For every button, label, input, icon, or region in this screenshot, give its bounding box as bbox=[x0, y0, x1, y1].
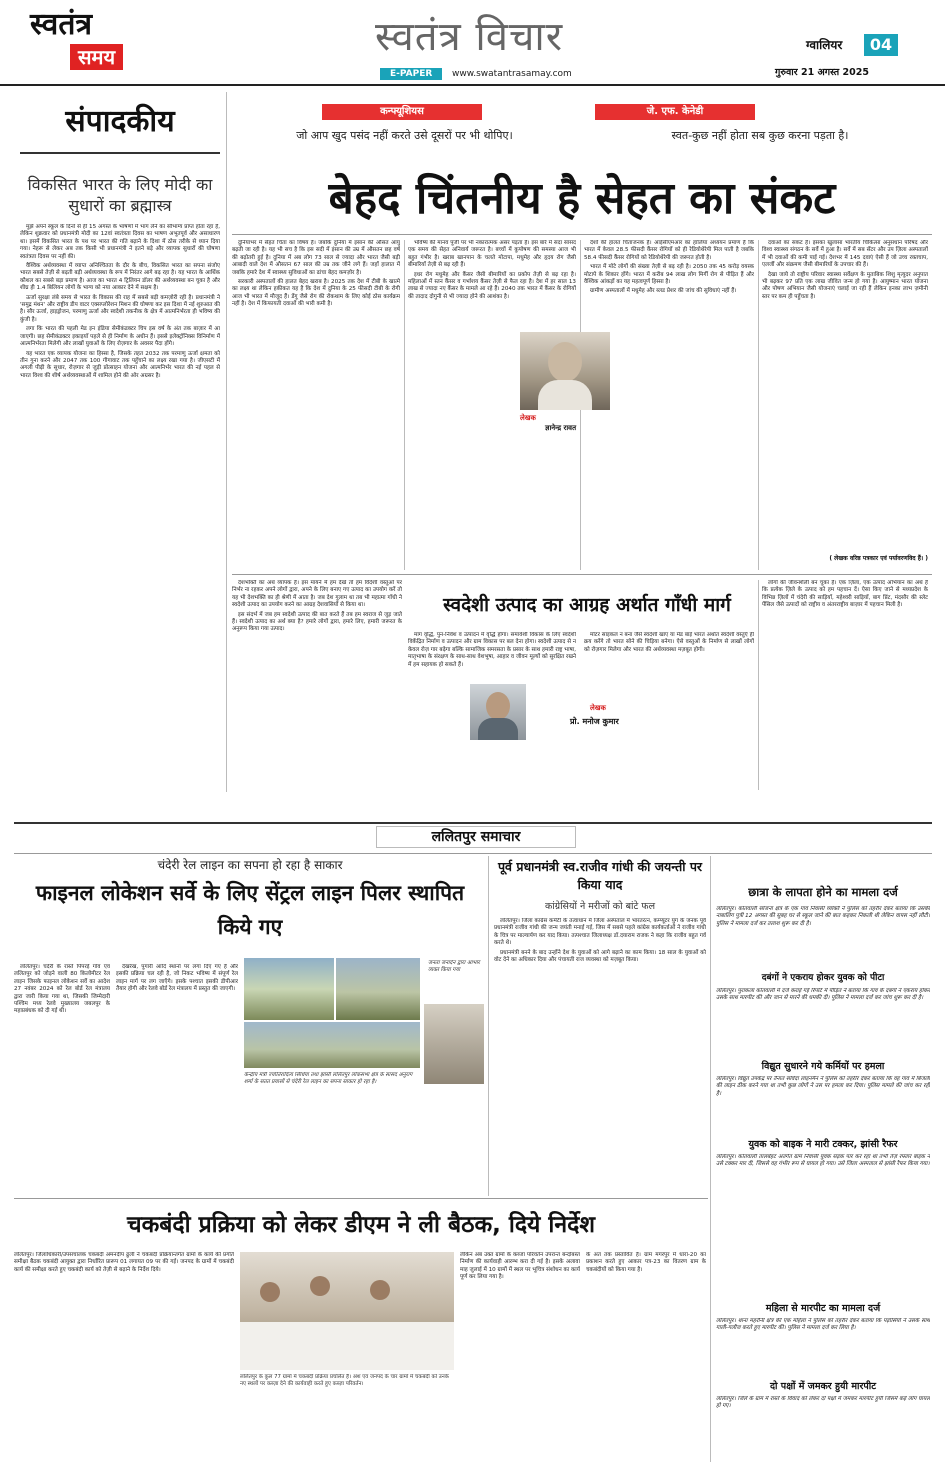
swadeshi-writer-name: प्रो. मनोज कुमार bbox=[570, 717, 619, 726]
editorial-headline: विकसित भारत के लिए मोदी का सुधारों का ब्रह्मास्त्र bbox=[27, 175, 213, 215]
editorial-body bbox=[20, 224, 220, 799]
editorial-column bbox=[20, 92, 220, 794]
main-paragraph: इधर रोग मधुमेह और कैंसर जैसी बीमारियों का प्रकोप तेज़ी से बढ़ रहा है। महिलाओं में स्तन कैंसर व गर्भाशय कैंसर तेज़ी से फैल रहा है। देश में हर साल 13 लाख से ज्यादा नए कैंसर के मामले आ रहे हैं। 2040 तक भारत में कैंसर के रोगियों की तादाद दोगुनी से भी ज्यादा होने की आशंका है। bbox=[408, 271, 576, 300]
writer-label: लेखक bbox=[520, 414, 536, 422]
city-name: ग्वालियर bbox=[806, 38, 843, 52]
main-paragraph: सरकारी अस्पतालों की हालत बेहद खराब है। 2025 तक देश में टीबी के खात्मे का लक्ष्य था लेकिन हकीकत यह है कि देश में दुनिया के 25 फीसदी टीबी के रोगी आज भी भारत में मौजूद हैं। डेंगू जैसे रोग की रोकथाम के लिए कोई ठोस कार्यक्रम नहीं है। देश में किफायती दवाओं की भारी कमी है। bbox=[232, 279, 400, 308]
editorial-paragraph: मुझे अपने स्कूल के दिनों से ही 15 अगस्त के भाषणों में भाग लेने का सौभाग्य प्राप्त होता रहा है, लेकिन शुक्रवार को प्रधानमंत्री मोदी का 12वां स्वतंत्रता दिवस का भाषण अभूतपूर्व और असाधारण था। इसमें विकसित भारत के पथ पर भारत की गति बढ़ाने के दिशा में ठोस तरीके से ध्यान दिया गया। नेहरू से लेकर अब तक किसी भी प्रधानमंत्री ने इतने बड़े और व्यापक सुधारों की घोषणा स्वतंत्रता दिवस पर नहीं की। bbox=[20, 224, 220, 260]
masthead bbox=[0, 0, 945, 80]
rajiv-body bbox=[494, 918, 706, 1194]
chakbandi-headline: चकबंदी प्रक्रिया को लेकर डीएम ने ली बैठक, दिये निर्देश bbox=[127, 1212, 595, 1238]
main-paragraph: ग्रामीण अस्पतालों में मधुमेह और ब्लड प्रेशर की जांच की सुविधाएं नहीं हैं। bbox=[590, 288, 737, 295]
main-paragraph: देखा जाये तो राष्ट्रीय परिवार स्वास्थ्य सर्वेक्षण के मुताबिक शिशु मृत्युदर अनुपात भी बढ़कर 97 प्रति एक लाख जीवित जन्म हो गया है। आयुष्मान भारत योजना और पोषण अभियान जैसी योजनाएं चलाई जा रही हैं लेकिन इनका लाभ ज़मीनी स्तर पर कम ही पहुँचता है। bbox=[762, 271, 928, 300]
epaper-badge: E-PAPER bbox=[380, 68, 442, 80]
rail-person-photo bbox=[424, 1004, 484, 1084]
woman-body: ललितपुर। थाना महरौनी क्षेत्र की एक महिला ने पुलिस को तहरीर देकर बताया कि पड़ोसियों ने उसके साथ गाली-गलौज करते हुए मारपीट की। पुलिस ने मामला दर्ज कर लिया है। bbox=[716, 1318, 930, 1332]
bike-body: ललितपुर। कोतवाली तालबेहट अंतर्गत ग्राम निवासी युवक सड़क पार कर रहा था तभी तेज़ रफ्तार बाइक ने उसे टक्कर मार दी, जिससे वह गंभीर रूप से घायल हो गया। उसे जिला अस्पताल से झांसी रैफर किया गया। bbox=[716, 1154, 930, 1168]
swadeshi-paragraph: देशभक्ति का अर्थ व्यापक है। इस मायने में हम देखें तो हम विदेशी वस्तुओं पर निर्भर ना रहकर अपने लोगों द्वारा, अपने के लिए बनाए गए उत्पाद का उपयोग करें तो यह भी देशभक्ति का ही श्रेणी में आता है। जब देश गुलाम था तब भी महात्मा गाँधी ने स्वदेशी उत्पाद का उपयोग करने का आग्रह देशवासियों से किया था। bbox=[232, 580, 402, 609]
rail-col-2 bbox=[116, 964, 238, 1194]
swadeshi-headline: स्वदेशी उत्पाद का आग्रह अर्थात गाँधी मार्ग bbox=[443, 594, 731, 616]
page-number: 04 bbox=[864, 34, 898, 56]
logo-top: स्वतंत्र bbox=[30, 7, 93, 42]
swadeshi-writer-photo bbox=[470, 684, 526, 740]
rail-photo-1 bbox=[244, 958, 334, 1020]
two-sides-headline: दो पक्षों में जमकर हुयी मारपीट bbox=[770, 1381, 876, 1392]
rail-side-note: जनता जनार्दन द्वारा आभार व्यक्त किया गया bbox=[428, 960, 480, 973]
rail-paragraph: देखरेख, पुगारी आदि स्थानों पर लगा दिए गए हैं और इसकी प्रक्रिया चल रही है, जो निकट भविष्य में संपूर्ण रेल लाइन मार्ग पर लग जाएँगे। इसके पश्चात इसकी डीपीआर तैयार होगी और रेलवे बोर्ड रेल मंत्रालय में प्रस्तुत की जाएगी। bbox=[116, 964, 238, 993]
quote-author: कन्फ्यूशियस bbox=[322, 104, 482, 120]
electric-body: ललितपुर। विद्युत उपकेंद्र पर तैनात संविदा लाइनमैन ने पुलिस को तहरीर देकर बताया कि वह गांव में बिजली की लाइन ठीक करने गया था तभी कुछ लोगों ने उस पर हमला कर दिया। पुलिस मामले की जांच कर रही है। bbox=[716, 1076, 930, 1097]
rail-photo-3 bbox=[244, 1022, 420, 1068]
issue-date: गुरुवार 21 अगस्त 2025 bbox=[775, 67, 869, 78]
logo-bottom: समय bbox=[70, 44, 123, 70]
rail-kicker: चंदेरी रेल लाइन का सपना हो रहा है साकार bbox=[157, 858, 343, 872]
quote-box-1 bbox=[232, 104, 577, 164]
rail-col-1 bbox=[14, 964, 110, 1194]
quote-text: जो आप खुद पसंद नहीं करते उसे दूसरों पर भी थोपिए। bbox=[296, 129, 513, 142]
website-link[interactable]: www.swatantrasamay.com bbox=[452, 69, 572, 79]
swadeshi-paragraph: इस संदर्भ में जब हम स्वदेशी उत्पाद की बात करते हैं तब हम स्वराज से जुड़ जाते हैं। स्वदेशी उत्पाद का अर्थ क्या है? हमारे लोगों द्वारा, हमारे लिए, हमारी जरूरत के अनुरूप किया गया उत्पाद। bbox=[232, 611, 402, 633]
rajiv-headline: पूर्व प्रधानमंत्री स्व.राजीव गांधी की जयन्ती पर किया याद bbox=[497, 859, 703, 892]
chakbandi-photo-caption: ललितपुर के कुल 77 ग्रामों में चकबंदी प्रक्रिया प्रचलित है। अंश एवं जनपद के चार ग्रामों में चकबंदी को उनके नए स्थलों पर कब्ज़ा देने की कार्यवाही करते हुए कब्ज़ा परिवर्तन। bbox=[240, 1374, 449, 1387]
chakbandi-col-2: लेकिन अब उक्त ग्रामों के कब्जा परिवर्तन उपरान्त बन्दोबस्त निर्माण की कार्यवाही आरम्भ करा दी गई है। इसके अलावा माह जुलाई में 10 ग्रामों में स्थल पर भूचित्र संशोधन का कार्य पूर्ण कर लिया गया है। bbox=[460, 1252, 580, 1281]
chakbandi-col-3: के अंत तक प्रस्तावित है। ग्राम मगरपुर में धारा-20 का प्रकाशन करते हुए आकार पत्र-23 का वितरण ग्राम के चकबंदीयों को किया गया है। bbox=[586, 1252, 706, 1273]
main-paragraph: देशों की हालत चिंताजनक है। आईसीएमआर का हालिया अध्ययन प्रमाण है कि भारत में केवल 28.5 फीसदी कैंसर रोगियों को ही रेडियोथेरेपी मिल पाती है जबकि 58.4 फीसदी कैंसर रोगियों को रेडियोथेरेपी की जरूरत होती है। bbox=[584, 240, 754, 261]
electric-headline: विद्युत सुधारने गये कर्मियों पर हमला bbox=[761, 1061, 885, 1072]
quote-author: जे. एफ. केनेडी bbox=[595, 104, 755, 120]
main-paragraph: दवाओं का संकट है। इसका खुलासा भारतीय चिकित्सा अनुसंधान परिषद और विश्व स्वास्थ्य संगठन के सर्वे में हुआ है। सर्वे में सब सेंटर और उप ज़िला अस्पतालों में भी दवाओं की कमी पाई गई। देशभर में 145 दवाएं ऐसी हैं जो उच्च रक्तचाप, एलर्जी और संक्रमण जैसी बीमारियों के उपचार की हैं। bbox=[762, 240, 928, 269]
main-article-col-1 bbox=[232, 240, 400, 570]
swadeshi-writer-label: लेखक bbox=[590, 704, 606, 712]
rajiv-subhead: कांग्रेसियों ने मरीजों को बांटे फल bbox=[544, 901, 656, 912]
missing-student-body: ललितपुर। कोतवाली सोजना क्षेत्र के एक गांव निवासी व्यक्ति ने पुलिस को तहरीर देकर बताया कि उसकी नाबालिग पुत्री 12 अगस्त की सुबह घर से स्कूल जाने की बात कहकर निकली थी लेकिन वापस नहीं लौटी। पुलिस ने मामला दर्ज कर तलाश शुरू कर दी है। bbox=[716, 906, 930, 927]
writer-note: ( लेखक वरिष्ठ पत्रकार एवं पर्यावरणविद हैं। ) bbox=[829, 555, 928, 562]
main-paragraph: दुनियाभर में सेहत चिंता का विषय है। जबकि दुनिया में इंसान की औसत आयु बढ़ती जा रही है। यह भी सच है कि इस सदी में इंसान की उम्र में औसतन छह वर्ष की बढ़ोतरी हुई है। दुनिया में अब लोग 73 साल से ज्यादा और भारत जैसी बड़ी आबादी वाले देश में औसतन 67 साल की उम्र तक जीने लगे हैं। जहाँ हालात में जबकि हमारे देश में स्वास्थ्य सुविधाओं का ढांचा बेहद कमज़ोर है। bbox=[232, 240, 400, 276]
woman-headline: महिला से मारपीट का मामला दर्ज bbox=[765, 1303, 881, 1314]
bike-headline: युवक को बाइक ने मारी टक्कर, झांसी रैफर bbox=[748, 1139, 898, 1150]
writer-name: ज्ञानेन्द्र रावत bbox=[545, 424, 577, 432]
main-article-col-4 bbox=[762, 240, 928, 550]
main-headline: बेहद चिंतनीय है सेहत का संकट bbox=[328, 173, 836, 224]
rail-paragraph: ललितपुर। चंदेरी के रास्ते पिपरई गाँव एवं ललितपुर को जोड़ने वाली 80 किलोमीटर रेल लाइन जिसके फाइनल लोकेशन सर्वे का आदेश 27 नवंबर 2024 को रेल बोर्ड रेल मंत्रालय द्वारा जारी किया गया था, जिसकी जिम्मेदारी पश्चिम मध्य रेलवे मुख्यालय जबलपुर के महाप्रबंधक को दी गई थी। bbox=[14, 964, 110, 1015]
swadeshi-col-4 bbox=[762, 580, 928, 790]
swadeshi-col-3 bbox=[584, 632, 754, 790]
rail-photo-2 bbox=[336, 958, 420, 1020]
assault-headline: दबंगों ने एकराय होकर युवक को पीटा bbox=[761, 973, 885, 983]
swadeshi-paragraph: मांग वृद्धि, पुन-निवेश व उत्पादन में वृद्धि होगा। समावेशी विकास के लिए स्वदेशी विकेंद्रित निर्माण व उत्पादन और ग्राम विकास पर बल देना होगा। स्वदेशी उत्पाद से न केवल रोज़ गार बढ़ेगा बल्कि सामाजिक समरसता के प्रसार के साथ हमारी राष्ट्र भाषा, मातृभाषा के संरक्षण के साथ-साथ वेशभूषा, आहार व जीवन मूल्यों को सुरक्षित रखने में हम सहायक हो सकते हैं। bbox=[408, 632, 576, 668]
rajiv-paragraph: ललितपुर। जिला कांग्रेस कमेटी के तत्वाधान में जिला अस्पताल में भारतरत्न, कम्प्यूटर युग के जनक पूर्व प्रधानमंत्री राजीव गांधी की जन्म जयंती मनाई गई, जिस में सबसे पहले कांग्रेस कार्यकर्ताओं ने राजीव गांधी के चित्र पर माल्यार्पण कर याद किया। तत्पश्चात जिलाध्यक्ष डॉ.दयाराम राजक ने कहा कि राजीव बहुत गर्व करते थे। bbox=[494, 918, 706, 947]
paper-title: स्वतंत्र विचार bbox=[375, 14, 564, 60]
editorial-paragraph: वैश्विक अर्थव्यवस्था में व्याप्त अनिश्चितता के दौर के बीच, विकसित भारत का सपना संजोए भारत सबसे तेज़ी से बढ़ती बड़ी अर्थव्यवस्था के रूप में निरंतर आगे बढ़ रहा है। यह भारत के आर्थिक कौशल का सबसे बड़ा प्रमाण है। आज का भारत 4 ट्रिलियन डॉलर की अर्थव्यवस्था बन चुका है और शीघ्र ही 1.4 बिलियन लोगों के भाग्य को नया आकार देने में सक्षम है। bbox=[20, 263, 220, 292]
main-paragraph: भारत में मोटे लोगों की संख्या तेज़ी से बढ़ रही है। 2050 तक 45 करोड़ वयस्क मोटापे के शिकार होंगे। भारत में करीब 94 लाख लोग मिर्गी रोग से पीड़ित हैं और वैश्विक आंकड़ों का यह महत्वपूर्ण हिस्सा है। bbox=[584, 264, 754, 286]
swadeshi-col-1 bbox=[232, 580, 402, 790]
chakbandi-col-1: ललितपुर। जिलाधिकारी/उपसंचालक चकबंदी अमनदीप ढुली ने चकबंदी प्रक्रियान्तर्गत ग्रामों के कार्य की प्रगति समीक्षा बैठक चकबंदी आयुक्त द्वारा निर्धारित प्रारूप 01 लगायत 09 पर की गई। जनपद के ग्रामों में चकबंदी कार्य की समीक्षा करते हुए चकबंदी कार्य को तेज़ी से बढ़ाने के निर्देश दिये। bbox=[14, 1252, 234, 1273]
quote-box-2 bbox=[595, 104, 925, 164]
missing-student-headline: छात्रा के लापता होने का मामला दर्ज bbox=[748, 885, 898, 899]
quote-text: स्वत-कुछ नहीं होता सब कुछ करना पड़ता है। bbox=[671, 129, 849, 142]
swadeshi-paragraph: लोगों की जीवनशैली बन चुका है। एक ज़िला, एक उत्पाद अभियान का अर्थ है कि प्रत्येक ज़िले के उत्पाद को हम पहचान दें। ऐसा किए जाने से मध्यप्रदेश के विभिन्न ज़िलों में चंदेरी की साड़ियाँ, महेश्वरी साड़ियाँ, बाग प्रिंट, मंदसौर की स्लेट पेंसिल जैसे उत्पादों को राष्ट्रीय व अंतरराष्ट्रीय बाज़ार में पहचान मिली है। bbox=[762, 580, 928, 609]
rail-photo-caption: केन्द्रीय मंत्री ज्योतिरादित्य सिंधिया तथा झांसी ललितपुर लोकसभा क्षेत्र के सांसद अनुराग शर्मा के सतत प्रयासों से चंदेरी रेल लाइन का सपना साकार हो रहा है। bbox=[244, 1072, 413, 1085]
logo bbox=[30, 8, 140, 78]
rajiv-paragraph: प्रधानमंत्री बनने के बाद उन्होंने देश के युवाओं को आगे बढ़ाने का काम किया। 18 साल के युवाओं को वोट देने का अधिकार दिया और पंचायती राज व्यवस्था को मज़बूत किया। bbox=[494, 949, 706, 964]
editorial-paragraph: ऊर्जा सुरक्षा लंबे समय से भारत के विकास की राह में सबसे बड़ी कमज़ोरी रही है। प्रधानमंत्री ने 'समुद्र मंथन' और राष्ट्रीय डीप वाटर एक्सप्लोरेशन मिशन की घोषणा कर इस दिशा में नई शुरुआत की है। सौर ऊर्जा, हाइड्रोजन, परमाणु ऊर्जा और स्वदेशी तकनीक के क्षेत्र में आत्मनिर्भरता ही भविष्य की कुंजी है। bbox=[20, 294, 220, 323]
rail-headline: फाइनल लोकेशन सर्वे के लिए सेंट्रल लाइन पिलर स्थापित किये गए bbox=[35, 881, 465, 939]
swadeshi-paragraph: मोटर साइकल न बना जैसे स्वदेशी खाएं या मेड बाई भारत अर्थात स्वदेशी वस्तुएँ ही क्रय करेंगे तो भारत सोने की चिड़िया बनेगा। ऐसे वस्तुओं के निर्माण से लाखों लोगों को रोज़गार मिलेगा और भारत की अर्थव्यवस्था मज़बूत होगी। bbox=[584, 632, 754, 653]
main-paragraph: भविष्य की मानव पूंजी पर भी नकारात्मक असर पड़ता है। इस बारे में सदा सांसद एक समय की सेहत अनिवार्य जरूरत है। बच्चों में कुपोषण की समस्या आज भी बहुत गंभीर है। खराब खानपान के चलते मोटापा, मधुमेह और हृदय रोग जैसी बीमारियाँ तेज़ी से बढ़ रही हैं। bbox=[408, 240, 576, 269]
two-sides-body: ललितपुर। जिले के ग्राम में रास्ते के विवाद को लेकर दो पक्षों में जमकर मारपीट हुयी जिसमें कई लोग घायल हो गए। bbox=[716, 1396, 930, 1410]
chakbandi-photo bbox=[240, 1252, 454, 1370]
lalitpur-section-label: ललितपुर समाचार bbox=[376, 826, 576, 848]
editorial-section-label: संपादकीय bbox=[20, 92, 220, 154]
editorial-paragraph: यह भारत एक व्यापक योजना का हिस्सा है, जिसके तहत 2032 तक परमाणु ऊर्जा क्षमता को तीन गुना करने और 2047 तक 100 गीगावाट तक पहुँचाने का लक्ष्य रखा गया है। जीएसटी में अगली पीढ़ी के सुधार, रोज़गार से जुड़ी प्रोत्साहन योजना और आत्मनिर्भर भारत की नई पहल से भारत विश्व की शीर्ष अर्थव्यवस्थाओं में शामिल होने की ओर अग्रसर है। bbox=[20, 350, 220, 379]
main-article-col-3 bbox=[584, 240, 754, 570]
assault-body: ललितपुर। पुराकलां कोतवाली में दर्ज कराई गई रिपोर्ट में पीड़ित ने बताया कि गांव के दबंगों ने एकराय होकर उसके साथ मारपीट की और जान से मारने की धमकी दी। पुलिस ने मामला दर्ज कर जांच शुरू कर दी है। bbox=[716, 988, 930, 1002]
editorial-paragraph: लगा कि भारत की पहली मेड इन इंडिया सेमीकंडक्टर चिप इस वर्ष के अंत तक बाज़ार में आ जाएगी। छह सेमीकंडक्टर इकाइयाँ पहले से ही निर्माण के अधीन हैं। इससे इलेक्ट्रॉनिक्स विनिर्माण में आत्मनिर्भरता मिलेगी और लाखों युवाओं के लिए रोज़गार के अवसर पैदा होंगे। bbox=[20, 326, 220, 348]
